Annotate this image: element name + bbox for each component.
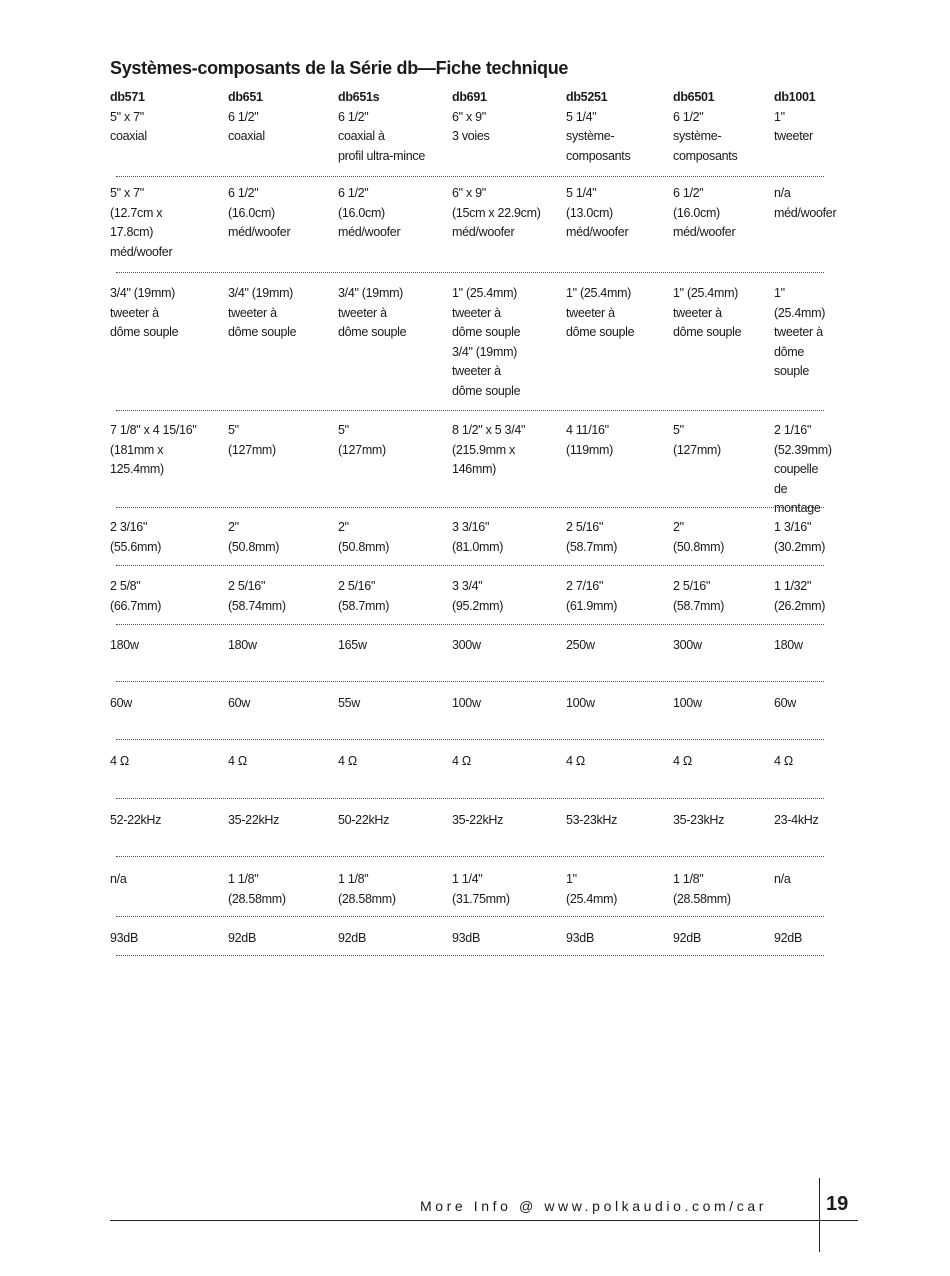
footer-more-info: More Info @ www.polkaudio.com/car <box>420 1198 767 1214</box>
dotted-rule <box>116 798 824 799</box>
model-description: 6 1/2" coaxial <box>228 109 265 144</box>
model-description: 5" x 7" coaxial <box>110 109 147 144</box>
dotted-rule <box>116 624 824 625</box>
table-cell: n/a <box>774 872 791 886</box>
table-cell: 180w <box>110 638 139 652</box>
table-cell: 300w <box>673 638 702 652</box>
table-cell: 4 Ω <box>338 754 357 768</box>
table-cell: 5" (127mm) <box>228 423 276 457</box>
table-cell: 7 1/8" x 4 15/16" (181mm x 125.4mm) <box>110 423 197 477</box>
model-description: 5 1/4" système- composants <box>566 109 631 163</box>
table-cell: 2" (50.8mm) <box>338 520 390 554</box>
table-cell: 1" (25.4mm) tweeter à dôme souple <box>566 286 635 340</box>
table-cell: 4 Ω <box>110 754 129 768</box>
model-name: db5251 <box>566 90 608 104</box>
table-cell: 60w <box>228 696 251 710</box>
header-cell <box>228 88 265 147</box>
table-cell: 93dB <box>566 931 594 945</box>
table-cell: 1 1/32" (26.2mm) <box>774 579 826 613</box>
table-cell: 3/4" (19mm) tweeter à dôme souple <box>228 286 297 340</box>
model-name: db1001 <box>774 90 816 104</box>
page-number-divider <box>819 1178 820 1252</box>
model-name: db651 <box>228 90 263 104</box>
table-cell: 92dB <box>673 931 701 945</box>
table-cell: 1" (25.4mm) tweeter à dôme souple <box>673 286 742 340</box>
footer-divider <box>110 1220 858 1221</box>
table-cell: 3/4" (19mm) tweeter à dôme souple <box>110 286 179 340</box>
dotted-rule <box>116 272 824 273</box>
table-cell: 6 1/2" (16.0cm) méd/woofer <box>673 186 736 240</box>
page-title: Systèmes-composants de la Série db—Fiche technique <box>110 58 569 78</box>
table-cell: 4 Ω <box>774 754 793 768</box>
table-cell: 6 1/2" (16.0cm) méd/woofer <box>228 186 291 240</box>
dotted-rule <box>116 955 824 956</box>
table-cell: 1 1/8" (28.58mm) <box>228 872 286 906</box>
table-cell: 180w <box>228 638 257 652</box>
table-cell: 2 5/16" (58.74mm) <box>228 579 286 613</box>
table-cell: 250w <box>566 638 595 652</box>
model-name: db571 <box>110 90 145 104</box>
header-cell <box>338 88 425 166</box>
dotted-rule <box>116 565 824 566</box>
dotted-rule <box>116 739 824 740</box>
model-description: 6 1/2" coaxial à profil ultra-mince <box>338 109 425 163</box>
table-cell: 6" x 9" (15cm x 22.9cm) méd/woofer <box>452 186 541 240</box>
table-cell: 60w <box>110 696 133 710</box>
table-cell: 2" (50.8mm) <box>228 520 280 554</box>
dotted-rule <box>116 916 824 917</box>
table-cell: 300w <box>452 638 481 652</box>
table-cell: 100w <box>673 696 702 710</box>
table-cell: 2 3/16" (55.6mm) <box>110 520 162 554</box>
table-cell: 55w <box>338 696 361 710</box>
table-cell: 35-23kHz <box>673 813 725 827</box>
table-cell: 52-22kHz <box>110 813 162 827</box>
table-cell: 35-22kHz <box>228 813 280 827</box>
header-cell <box>452 88 490 147</box>
table-cell: 5" x 7" (12.7cm x 17.8cm) méd/woofer <box>110 186 173 259</box>
table-cell: 93dB <box>452 931 480 945</box>
table-cell: 92dB <box>338 931 366 945</box>
table-cell: 1 3/16" (30.2mm) <box>774 520 826 554</box>
table-cell: 1 1/8" (28.58mm) <box>338 872 396 906</box>
model-name: db651s <box>338 90 380 104</box>
table-cell: 2 5/16" (58.7mm) <box>673 579 725 613</box>
table-cell: 4 Ω <box>566 754 585 768</box>
table-cell: 6 1/2" (16.0cm) méd/woofer <box>338 186 401 240</box>
table-cell: 8 1/2" x 5 3/4" (215.9mm x 146mm) <box>452 423 526 477</box>
header-cell <box>774 88 815 147</box>
table-cell: 1 1/8" (28.58mm) <box>673 872 731 906</box>
table-cell: 1 1/4" (31.75mm) <box>452 872 510 906</box>
table-cell: n/a méd/woofer <box>774 186 837 220</box>
dotted-rule <box>116 176 824 177</box>
table-cell: 165w <box>338 638 367 652</box>
table-cell: 2 5/16" (58.7mm) <box>566 520 618 554</box>
table-cell: 3/4" (19mm) tweeter à dôme souple <box>338 286 407 340</box>
table-cell: 4 Ω <box>673 754 692 768</box>
table-cell: 93dB <box>110 931 138 945</box>
table-cell: 1" (25.4mm) <box>566 872 618 906</box>
table-cell: 2 5/16" (58.7mm) <box>338 579 390 613</box>
table-cell: 60w <box>774 696 797 710</box>
header-cell <box>110 88 147 147</box>
model-name: db691 <box>452 90 487 104</box>
table-cell: 3 3/16" (81.0mm) <box>452 520 504 554</box>
table-cell: 1" (25.4mm) tweeter à dôme souple <box>774 286 826 379</box>
table-cell: 4 11/16" (119mm) <box>566 423 613 457</box>
model-description: 6" x 9" 3 voies <box>452 109 490 144</box>
header-cell <box>566 88 630 166</box>
table-cell: 5 1/4" (13.0cm) méd/woofer <box>566 186 629 240</box>
table-cell: 100w <box>452 696 481 710</box>
table-cell: 100w <box>566 696 595 710</box>
table-cell: 2 7/16" (61.9mm) <box>566 579 618 613</box>
table-cell: 4 Ω <box>228 754 247 768</box>
table-cell: 180w <box>774 638 803 652</box>
table-cell: 2 5/8" (66.7mm) <box>110 579 162 613</box>
table-cell: 35-22kHz <box>452 813 504 827</box>
dotted-rule <box>116 410 824 411</box>
table-cell: 2 1/16" (52.39mm) coupelle de montage <box>774 423 832 516</box>
table-cell: 2" (50.8mm) <box>673 520 725 554</box>
table-cell: 5" (127mm) <box>338 423 386 457</box>
page-number: 19 <box>826 1193 849 1215</box>
model-description: 1" tweeter <box>774 109 813 144</box>
table-cell: 5" (127mm) <box>673 423 721 457</box>
table-cell: 50-22kHz <box>338 813 390 827</box>
table-cell: n/a <box>110 872 127 886</box>
header-cell <box>673 88 737 166</box>
table-cell: 53-23kHz <box>566 813 618 827</box>
dotted-rule <box>116 507 824 508</box>
dotted-rule <box>116 681 824 682</box>
dotted-rule <box>116 856 824 857</box>
model-name: db6501 <box>673 90 715 104</box>
table-cell: 3 3/4" (95.2mm) <box>452 579 504 613</box>
table-cell: 23-4kHz <box>774 813 819 827</box>
table-cell: 92dB <box>228 931 256 945</box>
table-cell: 1" (25.4mm) tweeter à dôme souple 3/4" (19mm) tweeter à dôme souple <box>452 286 521 398</box>
model-description: 6 1/2" système- composants <box>673 109 738 163</box>
table-cell: 4 Ω <box>452 754 471 768</box>
table-cell: 92dB <box>774 931 802 945</box>
